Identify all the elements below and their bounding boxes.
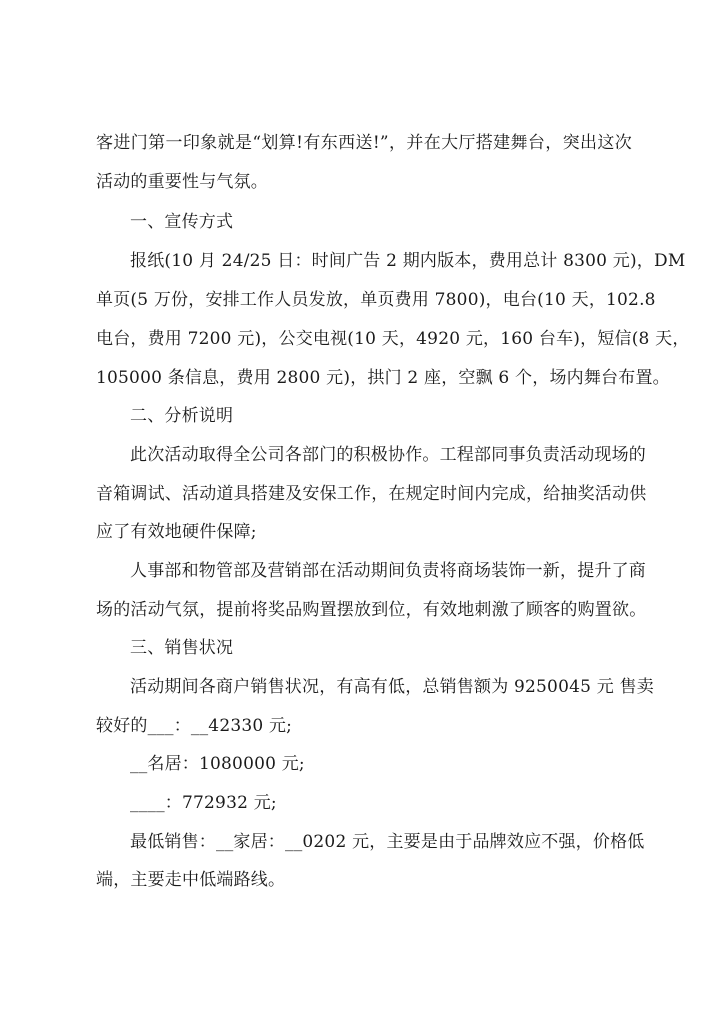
section-heading-publicity: 一、宣传方式 bbox=[130, 212, 234, 232]
paragraph-line: 105000 条信息，费用 2800 元)，拱门 2 座，空飘 6 个，场内舞台布置。 bbox=[96, 368, 670, 388]
paragraph-line: 人事部和物管部及营销部在活动期间负责将商场装饰一新，提升了商 bbox=[130, 561, 646, 581]
paragraph-line: 此次活动取得全公司各部门的积极协作。工程部同事负责活动现场的 bbox=[130, 445, 646, 465]
paragraph-line: __名居：1080000 元; bbox=[130, 754, 305, 774]
paragraph-line: 报纸(10 月 24/25 日：时间广告 2 期内版本，费用总计 8300 元)，DM bbox=[130, 251, 686, 271]
paragraph-line: 应了有效地硬件保障; bbox=[96, 522, 257, 542]
paragraph-line: ____：772932 元; bbox=[130, 793, 277, 813]
paragraph-line: 客进门第一印象就是“划算!有东西送!”，并在大厅搭建舞台，突出这次 bbox=[96, 133, 632, 153]
paragraph-line: 场的活动气氛，提前将奖品购置摆放到位，有效地刺激了顾客的购置欲。 bbox=[96, 600, 647, 620]
paragraph-line: 电台，费用 7200 元)，公交电视(10 天，4920 元，160 台车)，短信(8 天， bbox=[96, 329, 690, 349]
paragraph-line: 音箱调试、活动道具搭建及安保工作，在规定时间内完成，给抽奖活动供 bbox=[96, 484, 647, 504]
paragraph-line: 活动期间各商户销售状况，有高有低，总销售额为 9250045 元 售卖 bbox=[130, 677, 654, 697]
section-heading-analysis: 二、分析说明 bbox=[130, 406, 234, 426]
paragraph-line: 单页(5 万份，安排工作人员发放，单页费用 7800)，电台(10 天，102.8 bbox=[96, 290, 656, 310]
section-heading-sales: 三、销售状况 bbox=[130, 638, 234, 658]
paragraph-line: 活动的重要性与气氛。 bbox=[96, 172, 268, 192]
paragraph-line: 最低销售：__家居：__0202 元，主要是由于品牌效应不强，价格低 bbox=[130, 832, 645, 852]
paragraph-line: 较好的___：__42330 元; bbox=[96, 716, 293, 736]
paragraph-line: 端，主要走中低端路线。 bbox=[96, 870, 286, 890]
